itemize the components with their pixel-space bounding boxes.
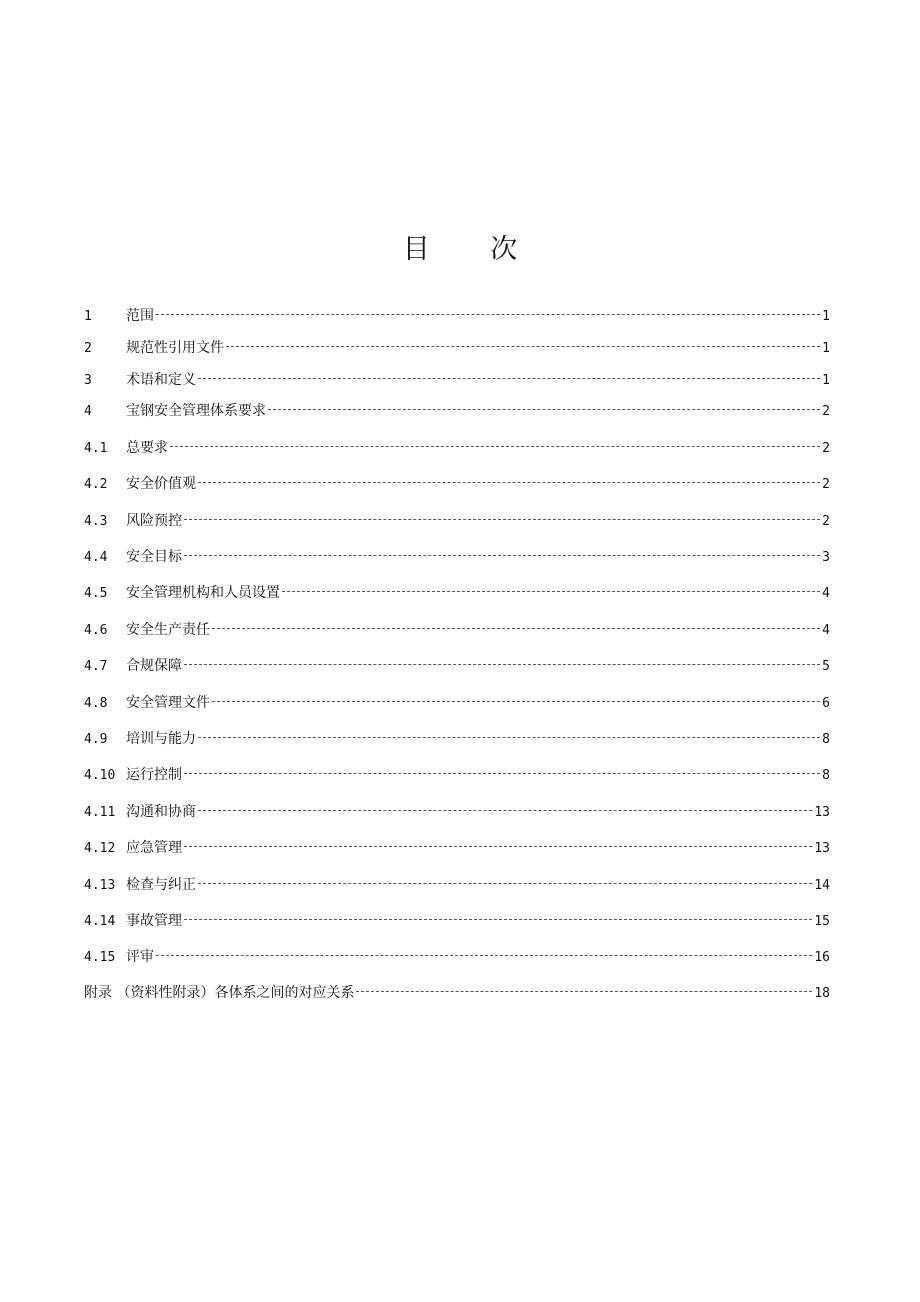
toc-leader-dashes [156,955,812,956]
toc-entry-page: 2 [822,441,830,456]
toc-leader-dashes [226,346,820,347]
toc-entry-page: 8 [822,768,830,783]
toc-entry-2[interactable] [84,334,830,363]
toc-entry-4-1[interactable] [84,434,830,463]
toc-entry-page: 6 [822,696,830,711]
toc-entry-4-13[interactable] [84,871,830,900]
toc-entry-page: 4 [822,623,830,638]
toc-entry-number: 4.1 [84,441,108,456]
toc-entry-4-5[interactable] [84,579,830,608]
toc-entry-4-12[interactable] [84,834,830,863]
toc-leader-dashes [198,482,820,483]
toc-entry-label: 术语和定义 [126,372,196,388]
toc-entry-label: 运行控制 [126,767,182,783]
toc-entry-4-8[interactable] [84,689,830,718]
toc-leader-dashes [268,409,820,410]
toc-entry-label: 合规保障 [126,658,182,674]
toc-leader-dashes [184,519,820,520]
toc-entry-1[interactable] [84,302,830,331]
toc-entry-4-14[interactable] [84,907,830,936]
toc-entry-number: 4.11 [84,805,116,820]
toc-leader-dashes [198,810,812,811]
toc-leader-dashes [198,737,820,738]
toc-entry-label: 风险预控 [126,513,182,529]
toc-entry-label: 事故管理 [126,913,182,929]
toc-entry-page: 1 [822,341,830,356]
toc-entry-4-4[interactable] [84,543,830,572]
toc-entry-page: 16 [814,950,830,965]
toc-entry-number: 4.12 [84,841,116,856]
toc-leader-dashes [184,773,820,774]
toc-leader-dashes [184,846,812,847]
toc-entry-3[interactable] [84,366,830,395]
toc-entry-label: 培训与能力 [126,731,196,747]
toc-entry-4-3[interactable] [84,507,830,536]
toc-entry-label: 宝钢安全管理体系要求 [126,403,266,419]
toc-entry-number: 4.3 [84,514,108,529]
toc-entry-page: 2 [822,477,830,492]
toc-entry-number: 4.6 [84,623,108,638]
toc-entry-label: 安全管理文件 [126,695,210,711]
toc-entry-label: 评审 [126,949,154,965]
toc-entry-label: 沟通和协商 [126,804,196,820]
toc-entry-label: 安全价值观 [126,476,196,492]
toc-entry-page: 1 [822,309,830,324]
toc-entry-number: 4 [84,404,92,419]
toc-entry-4-6[interactable] [84,616,830,645]
toc-entry-label: 安全目标 [126,549,182,565]
toc-entry-page: 13 [814,805,830,820]
toc-leader-dashes [198,378,820,379]
toc-leader-dashes [356,991,812,992]
toc-entry-4-15[interactable] [84,943,830,972]
toc-entry-number: 4.2 [84,477,108,492]
toc-entry-number: 4.7 [84,659,108,674]
toc-entry-number: 4.13 [84,878,116,893]
toc-entry-label: 附录 （资料性附录）各体系之间的对应关系 [84,985,355,1001]
toc-entry-number: 4.14 [84,914,116,929]
toc-leader-dashes [184,919,812,920]
toc-leader-dashes [212,628,820,629]
toc-leader-dashes [282,591,820,592]
toc-leader-dashes [170,446,820,447]
toc-entry-number: 4.9 [84,732,108,747]
toc-entry-4-2[interactable] [84,470,830,499]
toc-entry-number: 4.15 [84,950,116,965]
toc-entry-4-11[interactable] [84,798,830,827]
toc-leader-dashes [212,701,820,702]
toc-entry-number: 4.10 [84,768,116,783]
toc-entry-number: 4.8 [84,696,108,711]
toc-leader-dashes [198,883,812,884]
toc-entry-label: 范围 [126,308,154,324]
table-of-contents [84,302,830,1001]
toc-entry-number: 4.4 [84,550,108,565]
toc-entry-label: 安全管理机构和人员设置 [126,585,280,601]
toc-entry-page: 8 [822,732,830,747]
toc-leader-dashes [184,664,820,665]
toc-leader-dashes [184,555,820,556]
toc-entry-4-9[interactable] [84,725,830,754]
toc-entry-label: 规范性引用文件 [126,340,224,356]
toc-entry-page: 1 [822,373,830,388]
toc-entry-label: 总要求 [126,440,168,456]
toc-entry-number: 3 [84,373,92,388]
toc-entry-4-10[interactable] [84,761,830,790]
toc-entry-label: 安全生产责任 [126,622,210,638]
toc-entry-page: 3 [822,550,830,565]
toc-entry-4[interactable] [84,397,830,426]
toc-entry-page: 13 [814,841,830,856]
page-title: 目 次 [402,234,544,265]
toc-entry-4-7[interactable] [84,652,830,681]
toc-leader-dashes [156,314,820,315]
toc-entry-appendix[interactable] [84,979,830,1008]
toc-entry-page: 14 [814,878,830,893]
toc-entry-page: 15 [814,914,830,929]
toc-entry-number: 1 [84,309,92,324]
toc-entry-page: 4 [822,586,830,601]
toc-entry-number: 2 [84,341,92,356]
toc-entry-page: 2 [822,404,830,419]
toc-entry-label: 检查与纠正 [126,877,196,893]
toc-entry-number: 4.5 [84,586,108,601]
toc-entry-page: 18 [814,986,830,1001]
toc-entry-page: 2 [822,514,830,529]
toc-entry-page: 5 [822,659,830,674]
toc-entry-label: 应急管理 [126,840,182,856]
